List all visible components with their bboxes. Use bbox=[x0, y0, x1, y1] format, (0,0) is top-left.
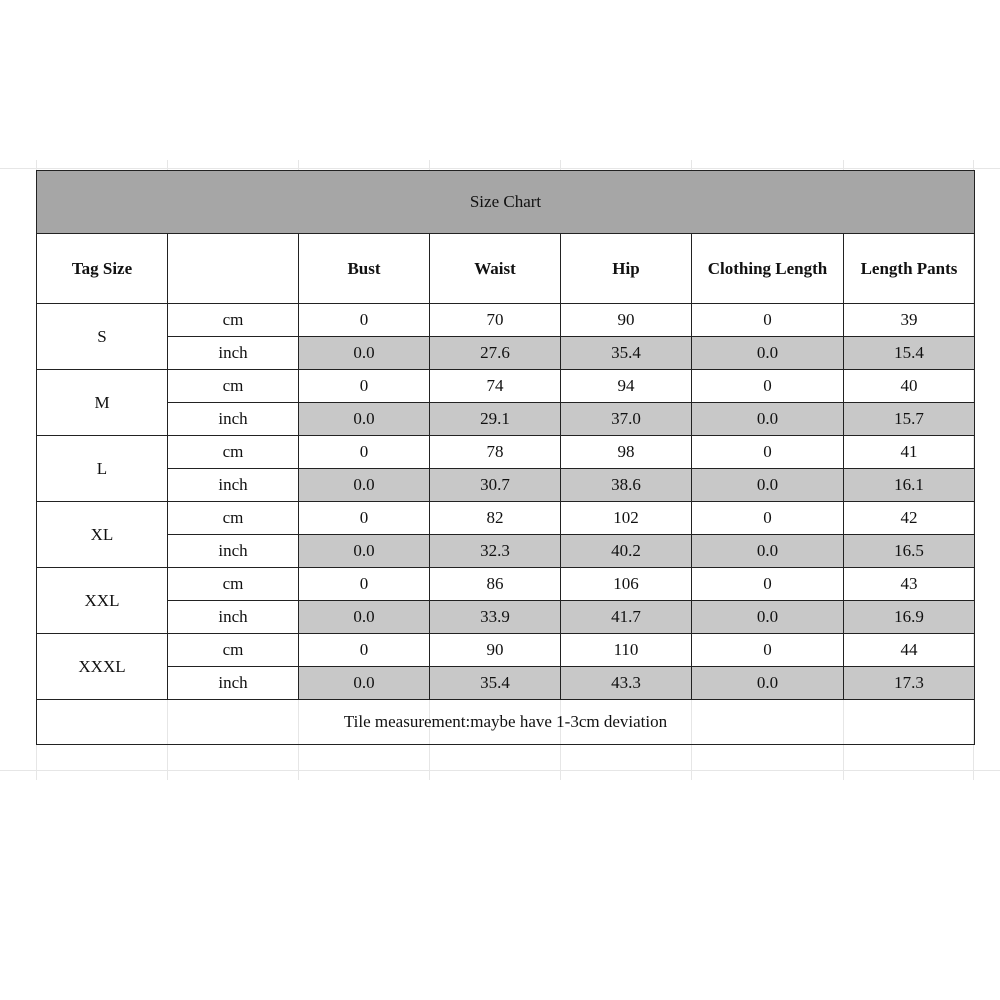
header-row bbox=[37, 234, 975, 304]
size-label: M bbox=[37, 370, 168, 436]
cell-hip-inch: 35.4 bbox=[561, 337, 692, 370]
cell-bust-cm: 0 bbox=[299, 370, 430, 403]
cell-length-pants-inch: 16.9 bbox=[844, 601, 975, 634]
cell-waist-inch: 29.1 bbox=[430, 403, 561, 436]
table-row bbox=[37, 436, 975, 469]
cell-hip-cm: 94 bbox=[561, 370, 692, 403]
header-clothing-length: Clothing Length bbox=[692, 234, 844, 304]
cell-hip-inch: 40.2 bbox=[561, 535, 692, 568]
unit-label-inch: inch bbox=[168, 535, 299, 568]
cell-waist-inch: 33.9 bbox=[430, 601, 561, 634]
size-label: XXXL bbox=[37, 634, 168, 700]
cell-clothing-length-inch: 0.0 bbox=[692, 535, 844, 568]
cell-waist-inch: 35.4 bbox=[430, 667, 561, 700]
cell-waist-inch: 32.3 bbox=[430, 535, 561, 568]
cell-length-pants-cm: 41 bbox=[844, 436, 975, 469]
cell-bust-inch: 0.0 bbox=[299, 667, 430, 700]
unit-label-inch: inch bbox=[168, 601, 299, 634]
note-row bbox=[37, 700, 975, 745]
cell-hip-cm: 110 bbox=[561, 634, 692, 667]
cell-hip-inch: 43.3 bbox=[561, 667, 692, 700]
cell-bust-cm: 0 bbox=[299, 436, 430, 469]
table-row bbox=[37, 304, 975, 337]
table-row bbox=[37, 634, 975, 667]
size-chart-table bbox=[36, 170, 975, 745]
cell-hip-cm: 98 bbox=[561, 436, 692, 469]
cell-hip-inch: 41.7 bbox=[561, 601, 692, 634]
header-bust: Bust bbox=[299, 234, 430, 304]
table-row bbox=[37, 469, 975, 502]
cell-length-pants-inch: 15.4 bbox=[844, 337, 975, 370]
unit-label-cm: cm bbox=[168, 568, 299, 601]
unit-label-inch: inch bbox=[168, 469, 299, 502]
cell-hip-inch: 38.6 bbox=[561, 469, 692, 502]
cell-clothing-length-inch: 0.0 bbox=[692, 337, 844, 370]
table-row bbox=[37, 370, 975, 403]
cell-clothing-length-cm: 0 bbox=[692, 634, 844, 667]
cell-clothing-length-inch: 0.0 bbox=[692, 469, 844, 502]
header-waist: Waist bbox=[430, 234, 561, 304]
cell-waist-cm: 90 bbox=[430, 634, 561, 667]
cell-hip-inch: 37.0 bbox=[561, 403, 692, 436]
header-length-pants: Length Pants bbox=[844, 234, 975, 304]
cell-waist-cm: 78 bbox=[430, 436, 561, 469]
size-label: S bbox=[37, 304, 168, 370]
unit-label-inch: inch bbox=[168, 667, 299, 700]
table-row bbox=[37, 535, 975, 568]
cell-waist-cm: 82 bbox=[430, 502, 561, 535]
cell-length-pants-cm: 43 bbox=[844, 568, 975, 601]
cell-length-pants-cm: 44 bbox=[844, 634, 975, 667]
cell-bust-cm: 0 bbox=[299, 568, 430, 601]
table-row bbox=[37, 502, 975, 535]
cell-hip-cm: 90 bbox=[561, 304, 692, 337]
cell-length-pants-inch: 16.5 bbox=[844, 535, 975, 568]
cell-length-pants-cm: 40 bbox=[844, 370, 975, 403]
sheet-gridline bbox=[0, 168, 1000, 169]
table-row bbox=[37, 403, 975, 436]
size-label: XXL bbox=[37, 568, 168, 634]
cell-bust-inch: 0.0 bbox=[299, 337, 430, 370]
cell-waist-inch: 30.7 bbox=[430, 469, 561, 502]
unit-label-inch: inch bbox=[168, 337, 299, 370]
unit-label-inch: inch bbox=[168, 403, 299, 436]
cell-length-pants-inch: 16.1 bbox=[844, 469, 975, 502]
unit-label-cm: cm bbox=[168, 634, 299, 667]
cell-clothing-length-cm: 0 bbox=[692, 304, 844, 337]
cell-length-pants-inch: 17.3 bbox=[844, 667, 975, 700]
cell-bust-inch: 0.0 bbox=[299, 535, 430, 568]
measurement-note: Tile measurement:maybe have 1-3cm deviation bbox=[37, 700, 975, 745]
cell-waist-inch: 27.6 bbox=[430, 337, 561, 370]
header-unit bbox=[168, 234, 299, 304]
cell-bust-inch: 0.0 bbox=[299, 469, 430, 502]
header-tag-size: Tag Size bbox=[37, 234, 168, 304]
cell-bust-inch: 0.0 bbox=[299, 403, 430, 436]
unit-label-cm: cm bbox=[168, 370, 299, 403]
cell-hip-cm: 106 bbox=[561, 568, 692, 601]
table-row bbox=[37, 337, 975, 370]
cell-clothing-length-inch: 0.0 bbox=[692, 601, 844, 634]
cell-waist-cm: 86 bbox=[430, 568, 561, 601]
cell-clothing-length-cm: 0 bbox=[692, 502, 844, 535]
cell-clothing-length-cm: 0 bbox=[692, 370, 844, 403]
cell-clothing-length-inch: 0.0 bbox=[692, 667, 844, 700]
cell-waist-cm: 70 bbox=[430, 304, 561, 337]
header-hip: Hip bbox=[561, 234, 692, 304]
size-label: XL bbox=[37, 502, 168, 568]
cell-clothing-length-inch: 0.0 bbox=[692, 403, 844, 436]
unit-label-cm: cm bbox=[168, 436, 299, 469]
sheet-gridline bbox=[0, 770, 1000, 771]
cell-clothing-length-cm: 0 bbox=[692, 568, 844, 601]
table-row bbox=[37, 568, 975, 601]
table-row bbox=[37, 667, 975, 700]
cell-bust-cm: 0 bbox=[299, 304, 430, 337]
cell-waist-cm: 74 bbox=[430, 370, 561, 403]
chart-title: Size Chart bbox=[37, 171, 975, 234]
cell-bust-cm: 0 bbox=[299, 634, 430, 667]
unit-label-cm: cm bbox=[168, 304, 299, 337]
size-label: L bbox=[37, 436, 168, 502]
cell-bust-inch: 0.0 bbox=[299, 601, 430, 634]
table-row bbox=[37, 601, 975, 634]
cell-hip-cm: 102 bbox=[561, 502, 692, 535]
cell-bust-cm: 0 bbox=[299, 502, 430, 535]
unit-label-cm: cm bbox=[168, 502, 299, 535]
cell-length-pants-inch: 15.7 bbox=[844, 403, 975, 436]
cell-clothing-length-cm: 0 bbox=[692, 436, 844, 469]
cell-length-pants-cm: 39 bbox=[844, 304, 975, 337]
cell-length-pants-cm: 42 bbox=[844, 502, 975, 535]
